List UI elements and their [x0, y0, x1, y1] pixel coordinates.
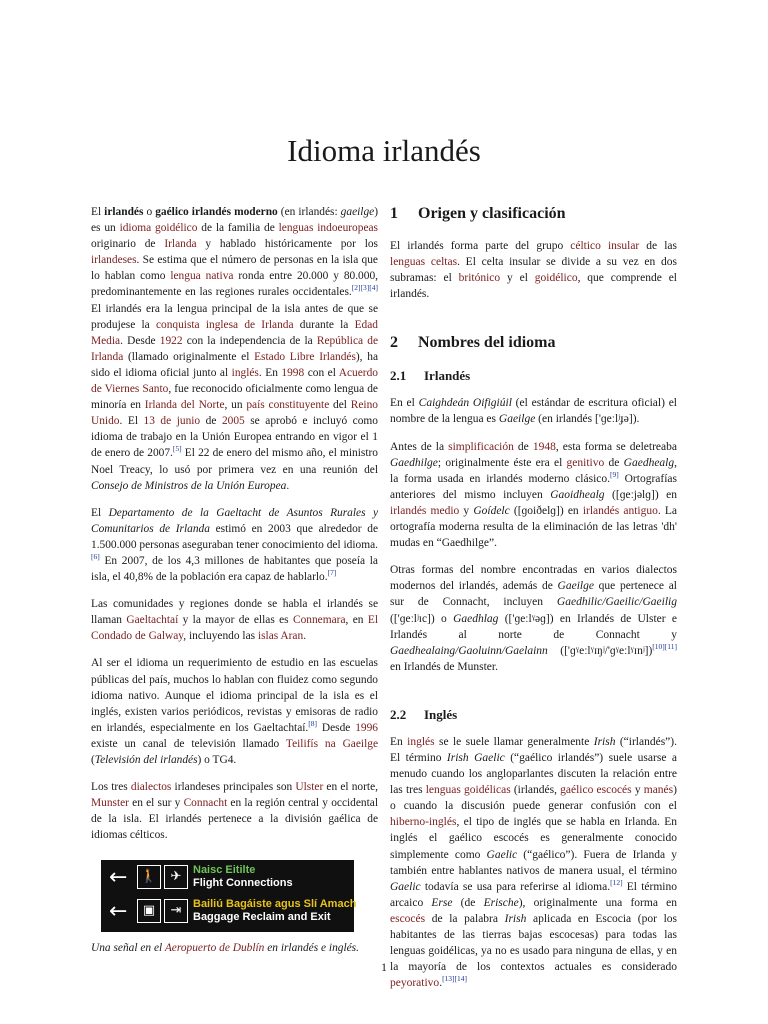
link-lengua-nativa[interactable]: lengua nativa: [170, 270, 234, 283]
subsection-heading-ingles: 2.2 Inglés: [390, 706, 458, 722]
link-irlandeses[interactable]: irlandeses: [91, 254, 137, 267]
link-connemara[interactable]: Connemara: [293, 614, 346, 627]
sign-english-text: Flight Connections: [193, 877, 293, 890]
link-irlanda-norte[interactable]: Irlanda del Norte: [144, 399, 225, 412]
link-munster[interactable]: Munster: [91, 797, 129, 810]
link-conquista[interactable]: conquista inglesa de Irlanda: [155, 318, 294, 331]
left-column: [91, 204, 378, 955]
citation[interactable]: [7]: [327, 568, 337, 578]
citation[interactable]: [5]: [172, 444, 182, 454]
link-estado-libre[interactable]: Estado Libre Irlandés: [254, 350, 356, 363]
airport-sign-image: [101, 860, 357, 932]
sign-irish-text: Naisc Eitilte: [193, 864, 256, 877]
link-hiberno-ingles[interactable]: hiberno-inglés: [390, 816, 457, 829]
image-caption: Una señal en el Aeropuerto de Dublín en irlandés e inglés.: [91, 942, 359, 955]
link-1998[interactable]: 1998: [281, 366, 305, 379]
paragraph-caighdean: En el Caighdeán Oifigiúil (el estándar de escritura oficial) el nombre de la lengua es Gaeilge (en irlandés ['ɡeːlʲɟə]).: [390, 397, 677, 426]
link-1922[interactable]: 1922: [159, 334, 183, 347]
link-simplificacion[interactable]: simplificación: [448, 440, 514, 453]
citation[interactable]: [6]: [91, 552, 100, 562]
baggage-icon: ▣: [137, 899, 161, 923]
intro-paragraph: El irlandés o gaélico irlandés moderno (en irlandés: gaeilge) es un idioma goidélico de la familia de lenguas indoeuropeas originario de Irlanda y hablado históricamente por los irlandeses. Se estima que el número de personas en la isla que lo hablan como lengua nativa ronda entre 20.000 y 80.000, predominantemente en las regiones rurales occidentales.[2][3][4] El irlandés era la lengua principal de la isla antes de que se produjese la conquista inglesa de Irlanda durante la Edad Media. Desde 1922 con la independencia de la República de Irlanda (llamado originalmente el Estado Libre Irlandés), ha sido el idioma oficial junto al inglés. En 1998 con el Acuerdo de Viernes Santo, fue reconocido oficialmente como lengua de minoría en Irlanda del Norte, un país constituyente del Reino Unido. El 13 de junio de 2005 se aprobó e incluyó como idioma de trabajo en la Unión Europea entrando en vigor el 1 de enero de 2007.[5] El 22 de enero del mismo año, el ministro Noel Treacy, lo usó por primera vez en una reunión del Consejo de Ministros de la Unión Europea.: [91, 206, 378, 492]
citation[interactable]: [13][14]: [442, 974, 468, 984]
link-aeropuerto-dublin[interactable]: Aeropuerto de Dublín: [164, 942, 265, 955]
citation[interactable]: [10][11]: [652, 641, 677, 651]
section-heading-origen: 1 Origen y clasificación: [390, 205, 566, 222]
link-pais-constituyente[interactable]: país constituyente: [246, 399, 330, 412]
link-1948[interactable]: 1948: [532, 440, 556, 453]
airplane-icon: ✈: [164, 865, 188, 889]
link-republica[interactable]: República de Irlanda: [91, 334, 378, 363]
person-walking-icon: 🚶: [137, 865, 161, 889]
link-reino-unido[interactable]: Reino Unido: [91, 399, 378, 428]
link-ingles[interactable]: inglés: [407, 735, 435, 748]
paragraph-origen: El irlandés forma parte del grupo céltico insular de las lenguas celtas. El celta insular se divide a su vez en dos subramas: el britónico y el goidélico, que comprende el irlandés.: [390, 240, 678, 301]
link-lenguas-goidelicas[interactable]: lenguas goidélicas: [425, 784, 511, 797]
link-acuerdo[interactable]: Acuerdo de Viernes Santo: [91, 366, 378, 396]
link-connacht[interactable]: Connacht: [183, 797, 228, 810]
link-goidelico[interactable]: goidélico: [534, 272, 578, 285]
link-ulster[interactable]: Ulster: [295, 781, 324, 794]
subsection-heading-irlandes: 2.1 Irlandés: [390, 368, 471, 384]
link-ingles[interactable]: inglés: [231, 366, 259, 379]
citation[interactable]: [8]: [308, 719, 318, 729]
link-lenguas-celtas[interactable]: lenguas celtas: [390, 256, 458, 269]
link-1996[interactable]: 1996: [355, 721, 378, 734]
page-title: Idioma irlandés: [287, 132, 481, 168]
link-peyorativo[interactable]: peyorativo: [390, 977, 440, 990]
link-idioma-goidelico[interactable]: idioma goidélico: [119, 222, 198, 235]
sign-english-text: Baggage Reclaim and Exit: [193, 911, 331, 924]
paragraph-gaeltacht: Las comunidades y regiones donde se habla el irlandés se llaman Gaeltachtaí y la mayor de ellas es Connemara, en El Condado de Galway, incluyendo las islas Aran.: [91, 598, 378, 643]
link-edad-media[interactable]: Edad Media: [91, 318, 378, 347]
link-13-junio[interactable]: 13 de junio: [143, 415, 201, 428]
sign-row-baggage: [101, 896, 357, 930]
arrow-left-icon: ←: [109, 865, 128, 891]
link-irlandes-antiguo[interactable]: irlandés antiguo: [582, 504, 658, 517]
right-column: [390, 204, 677, 1002]
paragraph-ingles: En inglés se le suele llamar generalmente Irish (“irlandés”). El término Irish Gaelic (“gaélico irlandés”) suele usarse a menudo cuando los angloparlantes discuten la relación entre las tres lenguas goidélicas (irlandés, gaélico escocés y manés) o cuando la discusión puede generar confusión con el hiberno-inglés, el tipo de inglés que se habla en Irlanda. En inglés el gaélico escocés es generalmente conocido simplemente como Gaelic (“gaélico”). Fuera de Irlanda y también entre hablantes nativos de manera usual, el término Gaelic todavía se usa para referirse al idioma.[12] El término arcaico Erse (de Erische), originalmente una forma en escocés de la palabra Irish aplicada en Escocia (por los habitantes de las tierras bajas escocesas) para todas las lenguas goidélicas, ya no es usado para ninguna de ellas, y en la mayoría de los contextos actuales es considerado peyorativo.[13][14]: [390, 735, 677, 990]
citation[interactable]: [9]: [610, 469, 619, 479]
link-gaeltachtai[interactable]: Gaeltachtaí: [126, 614, 179, 627]
link-teilifis[interactable]: Teilifís na Gaeilge: [285, 737, 378, 750]
section-heading-nombres: 2 Nombres del idioma: [390, 334, 556, 352]
link-gaelico-escoces[interactable]: gaélico escocés: [560, 784, 632, 797]
paragraph-ortografia: Antes de la simplificación de 1948, esta forma se deletreaba Gaedhilge; originalmente éste era el genitivo de Gaedhealg, la forma usada en irlandés moderno clásico.[9] Ortografías anteriores del mismo incluyen Gaoidhealg ([ɡeːjəlɡ]) en irlandés medio y Goídelc ([ɡoiðelɡ]) en irlandés antiguo. La ortografía moderna resulta de la eliminación de las letras 'dh' mudas en “Gaedhilge”.: [390, 440, 678, 550]
link-galway[interactable]: El Condado de Galway: [91, 614, 378, 643]
link-irlandes-medio[interactable]: irlandés medio: [390, 504, 460, 517]
link-dialectos[interactable]: dialectos: [130, 781, 172, 794]
link-irlanda[interactable]: Irlanda: [164, 238, 197, 251]
link-britonico[interactable]: britónico: [458, 272, 501, 285]
paragraph-hablantes: El Departamento de la Gaeltacht de Asuntos Rurales y Comunitarios de Irlanda estimó en 2003 que alrededor de 1.500.000 personas aseguraban tener conocimiento del idioma.[6] En 2007, de los 4,3 millones de habitantes que poseía la isla, el 40,8% de la población era capaz de hablarlo.[7]: [91, 506, 379, 584]
sign-irish-text: Bailiú Bagáiste agus Slí Amach: [193, 898, 357, 911]
page-number: 1: [381, 960, 387, 974]
citation[interactable]: [2][3][4]: [351, 283, 378, 293]
exit-icon: ⇥: [164, 899, 188, 923]
link-genitivo[interactable]: genitivo: [566, 456, 605, 469]
link-islas-aran[interactable]: islas Aran: [257, 630, 304, 643]
link-lenguas-indoeuropeas[interactable]: lenguas indoeuropeas: [278, 222, 378, 235]
paragraph-otras-formas: Otras formas del nombre encontradas en varios dialectos modernos del irlandés, además de Gaeilge que pertenece al sur de Connacht, incluyen Gaedhilic/Gaeilic/Gaeilig (['ɡeːlʲɪc]) o Gaedhlag (['ɡeːlˠəɡ]) en Irlandés de Ulster e Irlandés al norte de Connacht y Gaedhealaing/Gaoluinn/Gaelainn (['ɡˠeːlˠɪŋʲ/'ɡˠeːlˠɪnʲ])[10][11] en Irlandés de Munster.: [390, 564, 677, 673]
paragraph-dialectos: Los tres dialectos irlandeses principales son Ulster en el norte, Munster en el sur y Connacht en la región central y occidental de la isla. El irlandés pertenece a la división gaélica de idiomas célticos.: [91, 781, 379, 842]
arrow-left-icon: ←: [109, 899, 128, 925]
link-manes[interactable]: manés: [643, 784, 674, 797]
paragraph-escuelas: Al ser el idioma un requerimiento de estudio en las escuelas públicas del país, muchos lo hablan con fluidez como segundo idioma nativo. Aunque el idioma principal de la isla es el inglés, existen varios periódicos, revistas y emisoras de radio en irlandés, especialmente en los Gaeltachtaí.[8] Desde 1996 existe un canal de televisión llamado Teilifís na Gaeilge (Televisión del irlandés) o TG4.: [91, 657, 378, 766]
link-escoces[interactable]: escocés: [390, 912, 426, 925]
link-celtico-insular[interactable]: céltico insular: [570, 240, 640, 252]
link-2005[interactable]: 2005: [221, 415, 245, 428]
sign-row-flight: [101, 862, 354, 896]
citation[interactable]: [12]: [610, 877, 623, 887]
